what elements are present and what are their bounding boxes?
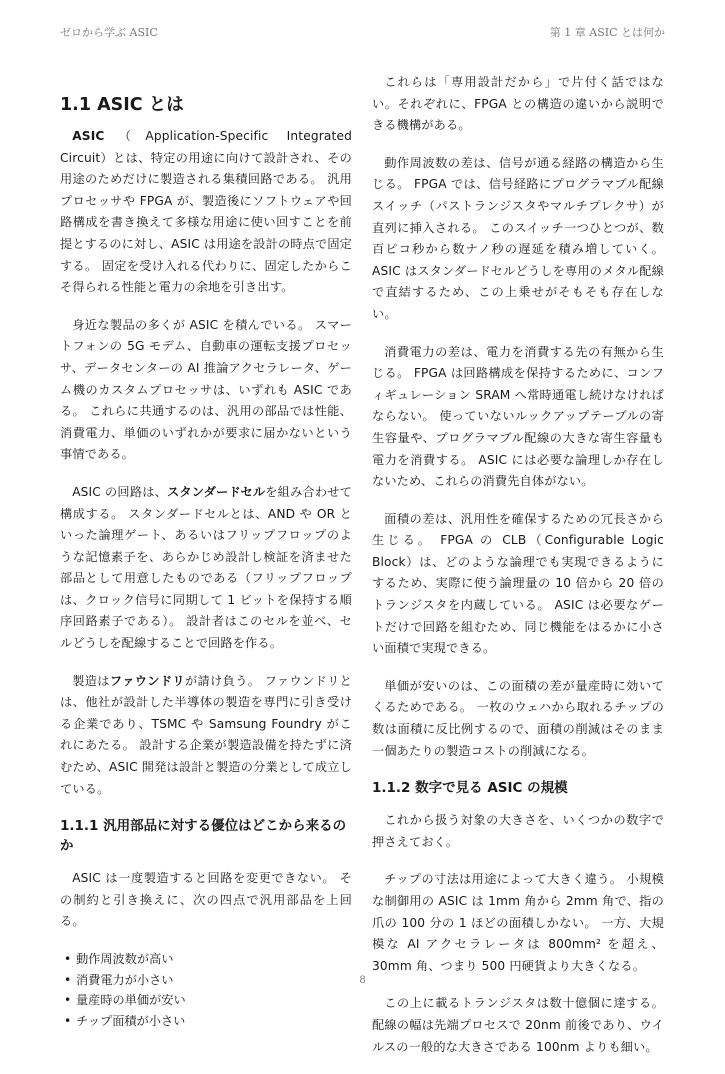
paragraph: 身近な製品の多くが ASIC を積んでいる。 スマートフォンの 5G モデム、自動車の運転支援プロセッサ、データセンターの AI 推論アクセラレータ、ゲーム機のカスタムプロセッサは、いずれも ASIC である。 これらに共通するのは、汎用の部品では性能、消費電力、単価のいずれかが要求に届かないという事情である。 (60, 317, 352, 462)
section-heading: 1.1 ASIC とは (60, 95, 184, 115)
list-item: • 消費電力が小さい (64, 970, 352, 991)
subsection-heading: 1.1.1 汎用部品に対する優位はどこから来るのか (60, 818, 347, 855)
paragraph: これらは「専用設計だから」で片付く話ではない。それぞれに、FPGA との構造の違いから説明できる機構がある。 (372, 75, 664, 133)
paragraph (60, 671, 352, 801)
header-chapter-title: 第 1 章 ASIC とは何か (549, 26, 665, 39)
bullet-list (60, 949, 352, 1031)
subsection-heading: 1.1.2 数字で見る ASIC の規模 (372, 780, 568, 797)
list-item: • チップ面積が小さい (64, 1011, 352, 1032)
bold-term: スタンダードセル (167, 484, 266, 499)
bold-term: ファウンドリ (109, 673, 185, 688)
paragraph-text: を組み合わせて構成する。 スタンダードセルとは、AND や OR といった論理ゲート、あるいはフリップフロップのような記憶素子を、あらかじめ設計し検証を済ませた部品として用意したものである（フリップフロップは、クロック信号に同期して 1 ビットを保持する順序回路素子である）。 設計者はこのセルを並べ、セルどうしを配線することで回路を作る。 (60, 484, 352, 651)
paragraph-text: （Application-Specific Integrated Circuit）とは、特定の用途に向けて設計され、その用途のためだけに製造される集積回路である。 汎用プロセッサや FPGA が、製造後にソフトウェアや回路構成を書き換えて多様な用途に使い回すことを前提とするのに対し、ASIC は用途を設計の時点で固定する。 固定を受け入れる代わりに、固定したからこそ得られる性能と電力の余地を引き出す。 (60, 129, 352, 295)
paragraph: 動作周波数の差は、信号が通る経路の構造から生じる。 FPGA では、信号経路にプログラマブル配線スイッチ（パストランジスタやマルチプレクサ）が直列に挿入される。 このスイッチ一つひとつが、数百ピコ秒から数ナノ秒の遅延を積み増していく。 ASIC はスタンダードセルどうしを専用のメタル配線で直結するため、この上乗せがそもそも存在しない。 (372, 155, 664, 321)
paragraph: これから扱う対象の大きさを、いくつかの数字で押さえておく。 (372, 813, 664, 849)
paragraph: チップの寸法は用途によって大きく違う。 小規模な制御用の ASIC は 1mm 角から 2mm 角で、指の爪の 100 分の 1 ほどの面積しかない。 一方、大規模な AI アクセラレータは 800mm² を超え、30mm 角、つまり 500 円硬貨より大きくなる。 (372, 872, 664, 973)
list-item: • 動作周波数が高い (64, 949, 352, 970)
paragraph (60, 126, 352, 299)
page-number: 8 (359, 975, 366, 986)
paragraph-text: が請け負う。 ファウンドリとは、他社が設計した半導体の製造を専門に引き受ける企業であり、TSMC や Samsung Foundry がこれにあたる。 設計する企業が製造設備を持たずに済むため、ASIC 開発は設計と製造の分業として成立している。 (60, 673, 353, 796)
right-column (372, 72, 664, 1074)
header-book-title: ゼロから学ぶ ASIC (60, 26, 158, 39)
paragraph: ASIC は一度製造すると回路を変更できない。 その制約と引き換えに、次の四点で汎用部品を上回る。 (60, 871, 352, 929)
bold-term: ASIC (72, 129, 105, 143)
paragraph: この上に載るトランジスタは数十億個に達する。配線の幅は先端プロセスで 20nm 前後であり、ウイルスの一般的な大きさである 100nm よりも細い。 (372, 996, 664, 1054)
paragraph (60, 482, 352, 655)
list-item: • 量産時の単価が安い (64, 990, 352, 1011)
running-header (60, 24, 665, 40)
paragraph-text: 製造は (72, 673, 110, 688)
paragraph: 面積の差は、汎用性を確保するための冗長さから生じる。 FPGA の CLB（Configurable Logic Block）は、どのような論理でも実現できるようにするため、実際に使う論理量の 10 倍から 20 倍のトランジスタを内蔵している。 ASIC は必要なゲートだけで回路を組むため、同じ機能をはるかに小さい面積で実現できる。 (372, 511, 664, 656)
paragraph: 消費電力の差は、電力を消費する先の有無から生じる。 FPGA は回路構成を保持するために、コンフィギュレーション SRAM へ常時通電し続けなければならない。 使っていないルックアップテーブルの寄生容量や、プログラマブル配線の大きな寄生容量も電力を消費する。 ASIC には必要な論理しか存在しないため、これらの消費先自体がない。 (372, 344, 664, 489)
paragraph: 単価が安いのは、この面積の差が量産時に効いてくるためである。 一枚のウェハから取れるチップの数は面積に反比例するので、面積の削減はそのまま一個あたりの製造コストの削減になる。 (372, 678, 664, 758)
paragraph-text: ASIC の回路は、 (72, 484, 167, 499)
left-column (60, 72, 352, 1031)
